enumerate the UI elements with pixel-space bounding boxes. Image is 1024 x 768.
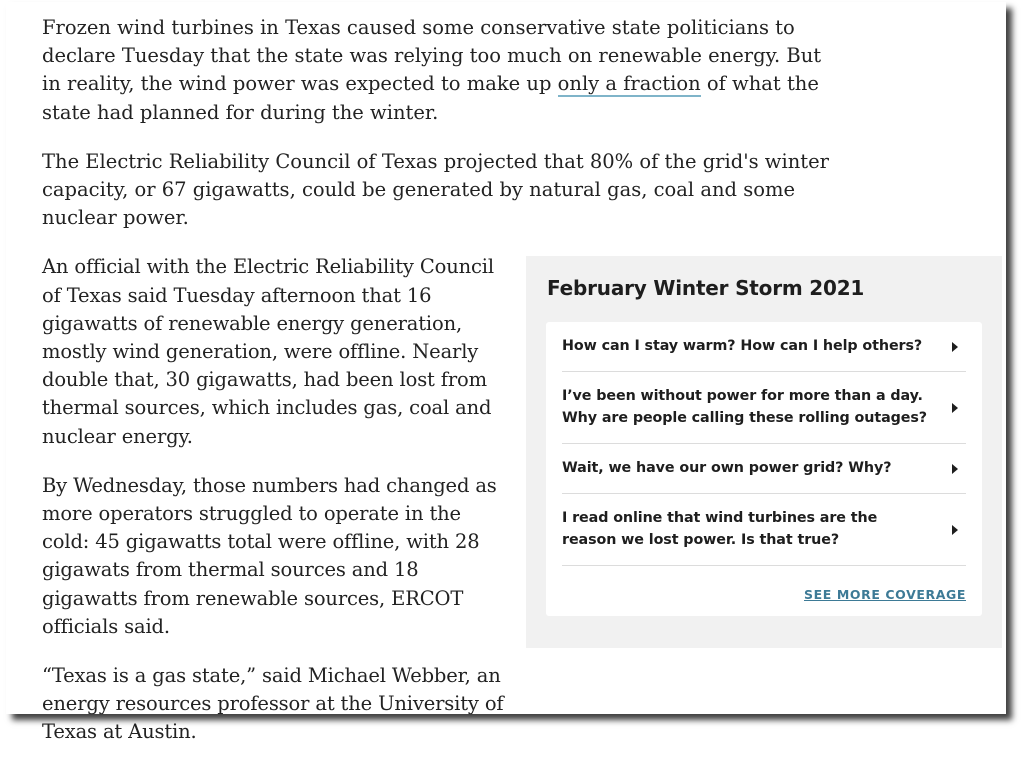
faq-item-own-power-grid[interactable] [562,444,966,494]
faq-list [562,322,966,566]
paragraph-1-text-after: of what the state had planned for during the winter. [42,72,819,124]
article-frame [6,2,1006,744]
faq-question: I read online that wind turbines are the reason we lost power. Is that true? [562,510,878,548]
triangle-right-icon [952,403,958,413]
triangle-right-icon [952,464,958,474]
triangle-right-icon [952,525,958,535]
faq-question: Wait, we have our own power grid? Why? [562,459,892,476]
paragraph-1 [42,14,832,127]
see-more-coverage-link[interactable]: SEE MORE COVERAGE [804,587,966,602]
only-a-fraction-link[interactable]: only a fraction [557,72,701,96]
paragraph-4: By Wednesday, those numbers had changed as more operators struggled to operate in the cold: 45 gigawatts total were offline, with 28 gigawats from thermal sources and 18 gigawatts from renewable sources, ERCOT officials said. [42,473,497,638]
paragraph-3: An official with the Electric Reliability Council of Texas said Tuesday afternoon that 16 gigawatts of renewable energy generation, mostly wind generation, were offline. Nearly double that, 30 gigawatts, had been lost from thermal sources, which includes gas, coal and nuclear energy. [42,255,494,448]
paragraph-2: The Electric Reliability Council of Texas projected that 80% of the grid's winter capacity, or 67 gigawatts, could be generated by natural gas, coal and some nuclear power. [42,149,829,230]
triangle-right-icon [952,342,958,352]
faq-question: I’ve been without power for more than a day. Why are people calling these rolling outages? [562,388,927,426]
paragraph-5: “Texas is a gas state,” said Michael Webber, an energy resources professor at the University of Texas at Austin. [42,664,504,744]
faq-card [546,322,982,616]
faq-question: How can I stay warm? How can I help others? [562,337,923,354]
paragraph-1-text-before: Frozen wind turbines in Texas caused some conservative state politicians to declare Tuesday that the state was relying too much on renewable energy. But in reality, the wind power was expected to make up [42,16,822,96]
faq-item-rolling-outages[interactable] [562,372,966,444]
sidebar-title: February Winter Storm 2021 [547,276,865,300]
winter-storm-sidebar [526,256,1002,648]
faq-item-stay-warm[interactable] [562,322,966,372]
faq-item-wind-turbines[interactable] [562,494,966,566]
